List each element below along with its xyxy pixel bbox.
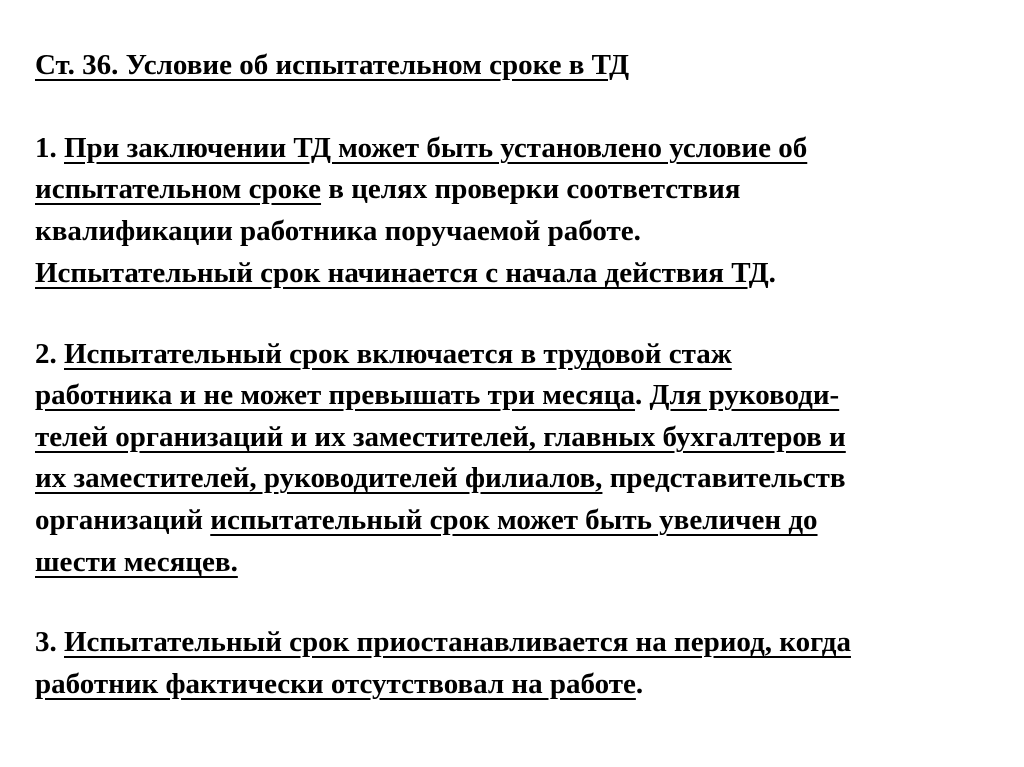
p3-text-underlined: Испытательный срок приостанавливается на период, когда [64, 626, 851, 658]
p2-number: 2. [35, 338, 64, 370]
p1-text: в целях проверки соответствия [321, 173, 741, 205]
p1-line-2 [35, 172, 740, 206]
p2-line-2 [35, 378, 839, 412]
p2-text: представительств [602, 462, 846, 494]
slide-title: Ст. 36. Условие об испытательном сроке в ТД [35, 49, 630, 81]
p2-text: . [635, 379, 650, 411]
p3-text-underlined: работник фактически отсутствовал на работе [35, 668, 636, 700]
p1-number: 1. [35, 132, 64, 164]
p1-text-underlined: испытательном сроке [35, 173, 322, 205]
p1-line-3: квалификации работника поручаемой работе. [35, 215, 641, 247]
p2-line-3: телей организаций и их заместителей, главных бухгалтеров и [35, 421, 846, 453]
p2-line-4 [35, 461, 846, 495]
p2-text-underlined: их заместителей, руководителей филиалов, [35, 462, 603, 494]
p2-line-1 [35, 337, 732, 371]
p3-number: 3. [35, 626, 64, 658]
p3-line-1 [35, 625, 851, 659]
p1-text: . [768, 257, 776, 289]
p1-text-underlined: При заключении ТД может быть установлено условие об [64, 132, 808, 164]
p3-line-2 [35, 667, 643, 701]
p2-text: организаций [35, 504, 211, 536]
p2-text-underlined: работника и не может превышать три месяца [35, 379, 636, 411]
p2-text-underlined: Испытательный срок включается в трудовой стаж [64, 338, 732, 370]
p1-text-underlined: Испытательный срок начинается с начала действия ТД [35, 257, 769, 289]
p1-line-4 [35, 256, 776, 290]
p3-text: . [635, 668, 644, 700]
p2-text-underlined: испытательный срок может быть увеличен до [210, 504, 818, 536]
p1-line-1 [35, 131, 807, 165]
p2-line-5 [35, 503, 818, 537]
p2-text-underlined: Для руководи- [649, 379, 840, 411]
p2-line-6: шести месяцев. [35, 546, 238, 578]
